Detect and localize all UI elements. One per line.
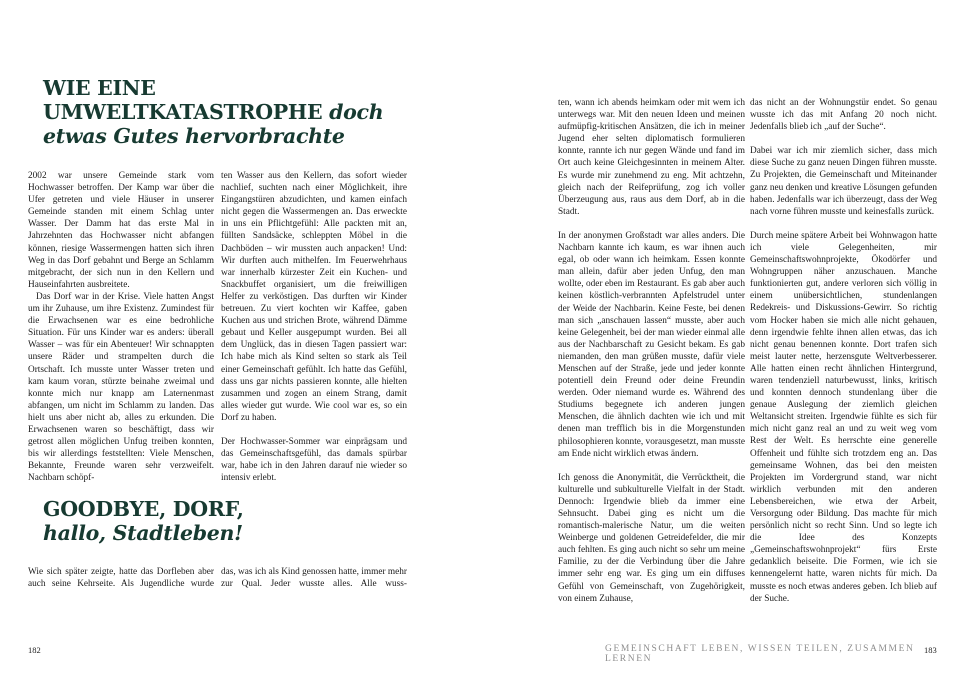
right-page — [482, 0, 964, 680]
heading-2-line-2 — [43, 521, 443, 545]
heading-1-line-3 — [43, 124, 443, 148]
paragraph: Das Dorf war in der Krise. Viele hatten Angst um ihr Zuhause, um ihre Existenz. Zumindest für die Erwachsenen war es eine bedrohliche Situation. Für uns Kinder war es anders: überall Wasser – was für ein Abenteuer! Wir schnappten unsere Räder und strampelten durch die Ortschaft. Ich musste unter Wasser treten und kam kaum voran, stürzte beinahe zweimal und konnte mich nur knapp am Laternenmast abfangen, um nicht im Schlamm zu landen. Das hielt uns aber nicht ab, alles zu erkunden. Die Erwachsenen waren so beschäftigt, dass wir getrost allen möglichen Unfug treiben konnten, bis wir allerdings feststellten: Viele Menschen, Bekannte, Freunde waren sehr verzweifelt. Nachbarn schöpf- — [28, 291, 214, 484]
heading-2-line-1: GOODBYE, DORF, — [43, 497, 244, 521]
left-column-2 — [221, 170, 407, 484]
page-number-left: 182 — [28, 645, 41, 655]
paragraph: Dabei war ich mir ziemlich sicher, dass mich diese Suche zu ganz neuen Dingen führen musste. Zu Projekten, die Gemeinschaft und Miteinander ganz neu denken und kreative Lösungen gefunden haben. Jedenfalls war ich überzeugt, dass der Weg nach vorne führen musste und keinesfalls zurück. — [750, 146, 937, 217]
paragraph: Wie sich später zeigte, hatte das Dorfleben aber auch seine Kehrseite. Als Jugendliche wurde — [28, 567, 214, 590]
heading-1-italic-text: doch — [329, 100, 384, 124]
paragraph: Ich genoss die Anonymität, die Verrücktheit, die kulturelle und subkulturelle Vielfalt in der Stadt. Dennoch: Irgendwie blieb da immer eine Sehnsucht. Dabei ging es nicht um die romantisch-malerische Natur, um die weiten Weinberge und goldenen Getreidefelder, die mir auch fehlten. Es ging auch nicht so sehr um meine Familie, zu der die Verbindung über die Jahre immer sehr eng war. Es ging um ein diffuses Gefühl von Gemeinschaft, von Zugehörigkeit, von einem Zuhause, — [558, 472, 745, 604]
paragraph: In der anonymen Großstadt war alles anders. Die Nachbarn kannte ich kaum, es war ihnen auch egal, ob oder wann ich heimkam. Essen konnte man allein, dafür aber jeden Unfug, den man wollte, oder eben im Restaurant. Es gab aber auch keinen köstlich-verbrannten Apfelstrudel unter der Weide der Nachbarin. Keine Feste, bei denen man sich „anschauen lassen“ musste, aber auch keine Gelegenheit, bei der man wieder einmal alle aus der Nachbarschaft zu Gesicht bekam. Es gab niemanden, den man grüßen musste, dafür viele Menschen auf der Straße, jede und jeder konnte potentiell dein Freund oder deine Freundin werden. Oder niemand wurde es. Während des Studiums begegnete ich anderen jungen Menschen, die ähnlich dachten wie ich und mit denen man trefflich bis in die Morgenstunden philosophieren konnte, vorausgesetzt, man musste am Ende nicht wirklich etwas ändern. — [558, 230, 745, 459]
paragraph: Der Hochwasser-Sommer war einprägsam und das Gemeinschaftsgefühl, das damals spürbar war, habe ich in den Jahren darauf nie wieder so intensiv erlebt. — [221, 436, 407, 484]
left-column-1-bottom — [28, 566, 214, 590]
heading-1-italic-line: etwas Gutes hervorbrachte — [43, 124, 345, 148]
heading-2-italic-text: hallo, Stadtleben! — [43, 521, 243, 545]
chapter-heading-2 — [43, 497, 443, 545]
paragraph: ten Wasser aus den Kellern, das sofort wieder nachlief, suchten nach einer Möglichkeit, ihre Eingangstüren abzudichten, und kamen einfach nicht gegen die Wassermengen an. Das erweckte in uns ein Pflichtgefühl: Alle packten mit an, füllten Sandsäcke, schleppten Möbel in die Dachböden – wir mussten auch anpacken! Und: Wir durften auch mithelfen. Im Feuerwehrhaus war innerhalb kürzester Zeit ein Kuchen- und Snackbuffet organisiert, um die freiwilligen Helfer zu verköstigen. Das durften wir Kinder betreuen. Zu viert kochten wir Kaffee, gaben Kuchen aus und strichen Brote, während Dämme gebaut und Keller ausgepumpt wurden. Bei all dem Unglück, das in diesen Tagen passiert war: Ich habe mich als Kind selten so stark als Teil einer Gemeinschaft gefühlt. Ich hatte das Gefühl, dass uns gar nichts passieren konnte, alle hielten zusammen und zogen an einem Strang, damit alles wieder gut wurde. Wie cool war es, so ein Dorf zu haben. — [221, 171, 407, 423]
left-column-2-bottom — [221, 566, 407, 590]
heading-1-upper-text: UMWELTKATASTROPHE — [43, 100, 323, 124]
running-footer: GEMEINSCHAFT LEBEN, WISSEN TEILEN, ZUSAMMEN LERNEN — [605, 644, 915, 664]
page-number-right: 183 — [924, 645, 937, 655]
heading-1-line-2 — [43, 100, 443, 124]
paragraph: ten, wann ich abends heimkam oder mit wem ich unterwegs war. Mit den neuen Ideen und meinen aufmüpfig-kritischen Ansätzen, die ich in meiner Jugend eher selten diplomatisch formulieren konnte, rannte ich nur gegen Wände und fand im Ort auch keine Gleichgesinnten in meinem Alter. Es wurde mir zunehmend zu eng. Mit achtzehn, gleich nach der Reifeprüfung, zog ich voller Überzeugung aus, raus aus dem Dorf, ab in die Stadt. — [558, 98, 745, 217]
paragraph: 2002 war unsere Gemeinde stark vom Hochwasser betroffen. Der Kamp war über die Ufer getreten und viele Häuser in unserer Gemeinde standen mit einem Schlag unter Wasser. Der Damm hat das erste Mal in Jahrzehnten das Hochwasser nicht abfangen können, riesige Wassermengen hatten sich ihren Weg in das Dorf gebahnt und Berge an Schlamm mitgebracht, der sich nun in den Kellern und Hauseinfahrten ausbreitete. — [28, 171, 214, 290]
right-column-2 — [750, 97, 937, 605]
paragraph: das, was ich als Kind genossen hatte, immer mehr zur Qual. Jeder wusste alles. Alle wuss- — [221, 567, 407, 590]
right-column-1 — [558, 97, 745, 605]
chapter-heading-1 — [43, 76, 443, 148]
heading-1-line-1: WIE EINE — [43, 76, 156, 100]
paragraph: das nicht an der Wohnungstür endet. So genau wusste ich das mit Anfang 20 noch nicht. Jedenfalls blieb ich „auf der Suche“. — [750, 98, 937, 133]
paragraph: Durch meine spätere Arbeit bei Wohnwagon hatte ich viele Gelegenheiten, mir Gemeinschaftswohnprojekte, Ökodörfer und Wohngruppen näher anzuschauen. Manche funktionierten gut, andere verloren sich völlig in einem unübersichtlichen, stundenlangen Redekreis- und Diskussions-Gewirr. So richtig vom Hocker haben sie mich alle nicht gehauen, denn irgendwie fehlte ihnen allen etwas, das ich nicht genau benennen konnte. Dort trafen sich meist lauter nette, herzensgute Weltverbesserer. Alle hatten einen recht ähnlichen Hintergrund, waren tendenziell naturbewusst, links, kritisch und konnten dennoch stundenlang über die genaue Auslegung der ziemlich gleichen Weltansicht streiten. Irgendwie fühlte es sich für mich nicht ganz real an und zu weit weg vom Rest der Welt. Es herrschte eine generelle Offenheit und fühlte sich trotzdem eng an. Das gemeinsame Wohnen, das bei den meisten Projekten im Vordergrund stand, war nicht wirklich verbunden mit den anderen Lebensbereichen, wie etwa der Arbeit, Versorgung oder Bildung. Das machte für mich persönlich nicht so recht Sinn. Und so legte ich die Idee des Konzepts „Gemeinschaftswohnprojekt“ fürs Erste gedanklich beiseite. Die Formen, wie ich sie kennengelernt hatte, waren nichts für mich. Da musste es noch etwas anderes geben. Ich blieb auf der Suche. — [750, 230, 937, 604]
left-column-1 — [28, 170, 214, 484]
